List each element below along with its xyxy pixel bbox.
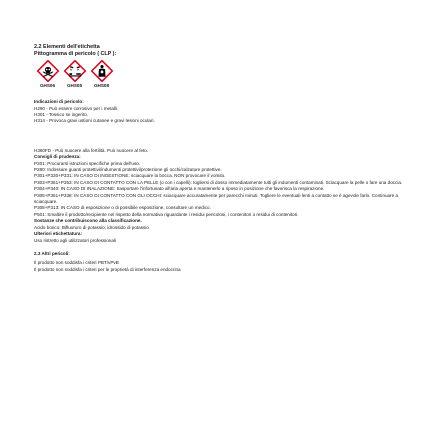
skull-crossbones-icon — [37, 60, 59, 82]
precaution-statement: P501: Smaltire il prodotto/recipiente nel rispetto della normativa riguardante i residui pericolosi, i contenitori o residui di contenitori. — [34, 211, 299, 217]
additional-labelling-text: Uso ristretto agli utilizzatori professionali — [34, 237, 116, 243]
precaution-statement: P305+P351+P338: IN CASO DI CONTATTO CON GLI OCCHI: sciacquare accuratamente per parecchi minuti. Togliere le eventuali lenti a contatto se è agevole farlo. Continuare a sciacquare. — [34, 192, 399, 205]
substances-heading: Sostanze che contribuiscono alla classificazione. — [34, 218, 142, 224]
substances-text: Acido borico; Bifluoruro di potassio; idrossido di potassio — [34, 224, 149, 230]
hazard-heading: Indicazioni di pericolo: — [34, 99, 84, 105]
pictogram-code: GHS06 — [39, 83, 56, 89]
precaution-statement: P201: Procurarsi istruzioni specifiche prima dell'uso. — [34, 160, 141, 166]
additional-labelling-heading: Ulteriori etichettatura: — [34, 231, 82, 237]
corrosion-icon — [64, 60, 86, 82]
pictogram-ghs06 — [36, 60, 59, 88]
sds-page — [34, 44, 418, 273]
hazard-statement: H301 - Tossico se ingerito. — [34, 112, 89, 117]
precaution-block — [34, 148, 418, 244]
precaution-statement: P303+P361+P353: IN CASO DI CONTATTO CON LA PELLE (o con i capelli): togliersi di dosso immediatamente tutti gli indumenti contaminati. Sciacquare la pelle o fare una doccia. — [34, 179, 403, 185]
precaution-statement: P308+P313: IN CASO di esposizione o di possibile esposizione, consultare un medico. — [34, 205, 211, 211]
pictogram-ghs08 — [90, 60, 113, 88]
pictogram-row — [36, 60, 418, 88]
hazard-statement-h360: H360FD - Può nuocere alla fertilità. Può nuocere al feto. — [34, 147, 149, 153]
precaution-statement: P280: Indossare guanti protettivi/indumenti protettivi/protezione gli occhi/calzature protettive. — [34, 167, 222, 173]
hazard-statements-block — [34, 99, 418, 125]
section-heading-labelling: 2.2 Elementi dell'etichetta — [34, 44, 100, 50]
health-hazard-icon — [91, 60, 113, 82]
other-hazard-line: Il prodotto non soddisfa i criteri per le proprietà di interferenza endocrina — [34, 266, 181, 272]
other-hazard-line: Il prodotto non soddisfa i criteri PBT/vPvB — [34, 260, 119, 266]
pictogram-code: GHS08 — [93, 83, 110, 89]
pictogram-heading: Pittogramma di pericolo ( CLP ): — [34, 50, 117, 57]
hazard-statement: H314 - Provoca gravi ustioni cutanee e gravi lesioni oculari. — [34, 118, 155, 124]
pictogram-code: GHS05 — [66, 83, 83, 89]
precaution-statement: P301+P330+P331: IN CASO DI INGESTIONE: sciacquare la bocca. NON provocare il vomito. — [34, 173, 226, 179]
other-hazards-block — [34, 251, 418, 273]
precaution-statement: P304+P340: IN CASO DI INALAZIONE: trasportare l'infortunato all'aria aperta e mantenerlo a riposo in posizione che favorisca la respirazione. — [34, 186, 325, 192]
precaution-heading: Consigli di prudenza: — [34, 154, 81, 160]
hazard-statement: H290 - Può essere corrosivo per i metalli. — [34, 105, 119, 111]
section-heading-other-hazards: 2.3 Altri pericoli: — [34, 250, 70, 256]
pictogram-ghs05 — [63, 60, 86, 88]
